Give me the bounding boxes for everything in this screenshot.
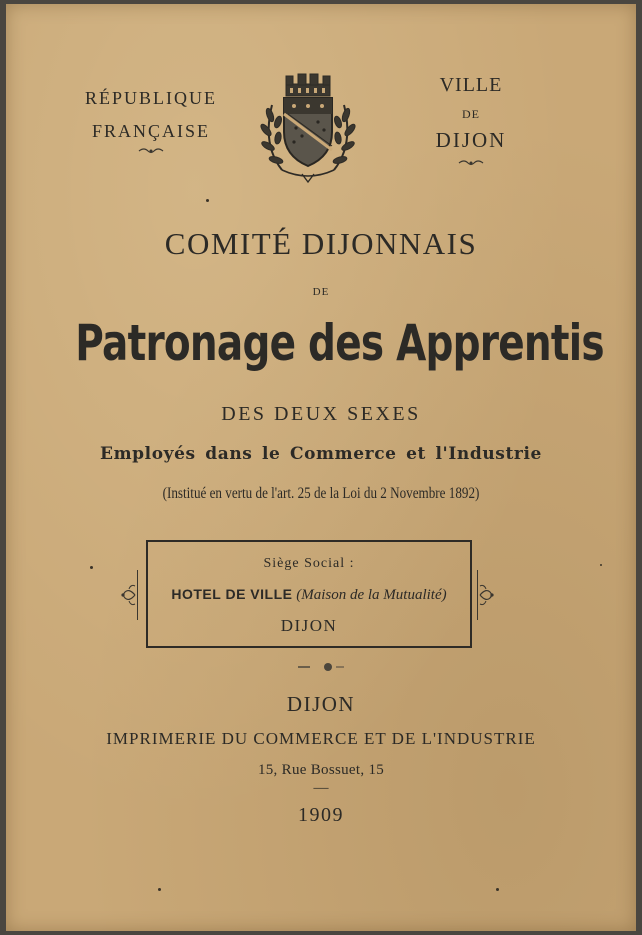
sexes-subtitle: DES DEUX SEXES [221,403,421,425]
institue-line: (Institué en vertu de l'art. 25 de la Loi du 2 Novembre 1892) [162,485,480,502]
side-ornament-right-icon [476,570,496,620]
divider-ornament-icon [6,660,636,678]
siege-address-italic: (Maison de la Mutualité) [296,587,447,603]
paper-speck [600,564,602,566]
siege-address-bold: HOTEL DE VILLE [171,586,293,602]
header-left-line2: FRANÇAISE [91,121,211,141]
footer-dash: — [313,780,329,796]
siege-label: Siège Social : [263,556,355,571]
header-republique [56,80,246,157]
ornament-right-icon [406,157,536,169]
header-right-line2: DE [462,107,480,121]
publication-year: 1909 [298,804,344,826]
paper-speck [158,888,161,891]
coat-of-arms-icon [252,70,364,186]
booklet-cover [6,4,636,931]
comite-heading: COMITÉ DIJONNAIS [164,226,478,261]
header-left-line1: RÉPUBLIQUE [85,88,217,108]
paper-speck [496,888,499,891]
employes-line: Employés dans le Commerce et l'Industrie [100,444,542,464]
footer-city: DIJON [286,692,356,716]
siege-social-box [146,540,472,648]
printer-name: IMPRIMERIE DU COMMERCE ET DE L'INDUSTRIE [106,729,536,748]
side-ornament-left-icon [119,570,139,620]
header-ville [406,74,536,169]
de-connector: DE [312,286,330,298]
page-title: Patronage des Apprentis [75,314,604,372]
paper-speck [90,566,93,569]
header-right-line1: VILLE [439,74,503,96]
paper-speck [206,199,209,202]
header-right-line3: DIJON [435,128,507,152]
ornament-left-icon [56,145,246,157]
siege-address [148,586,470,604]
siege-city: DIJON [280,616,338,635]
printer-address: 15, Rue Bossuet, 15 [257,762,385,778]
